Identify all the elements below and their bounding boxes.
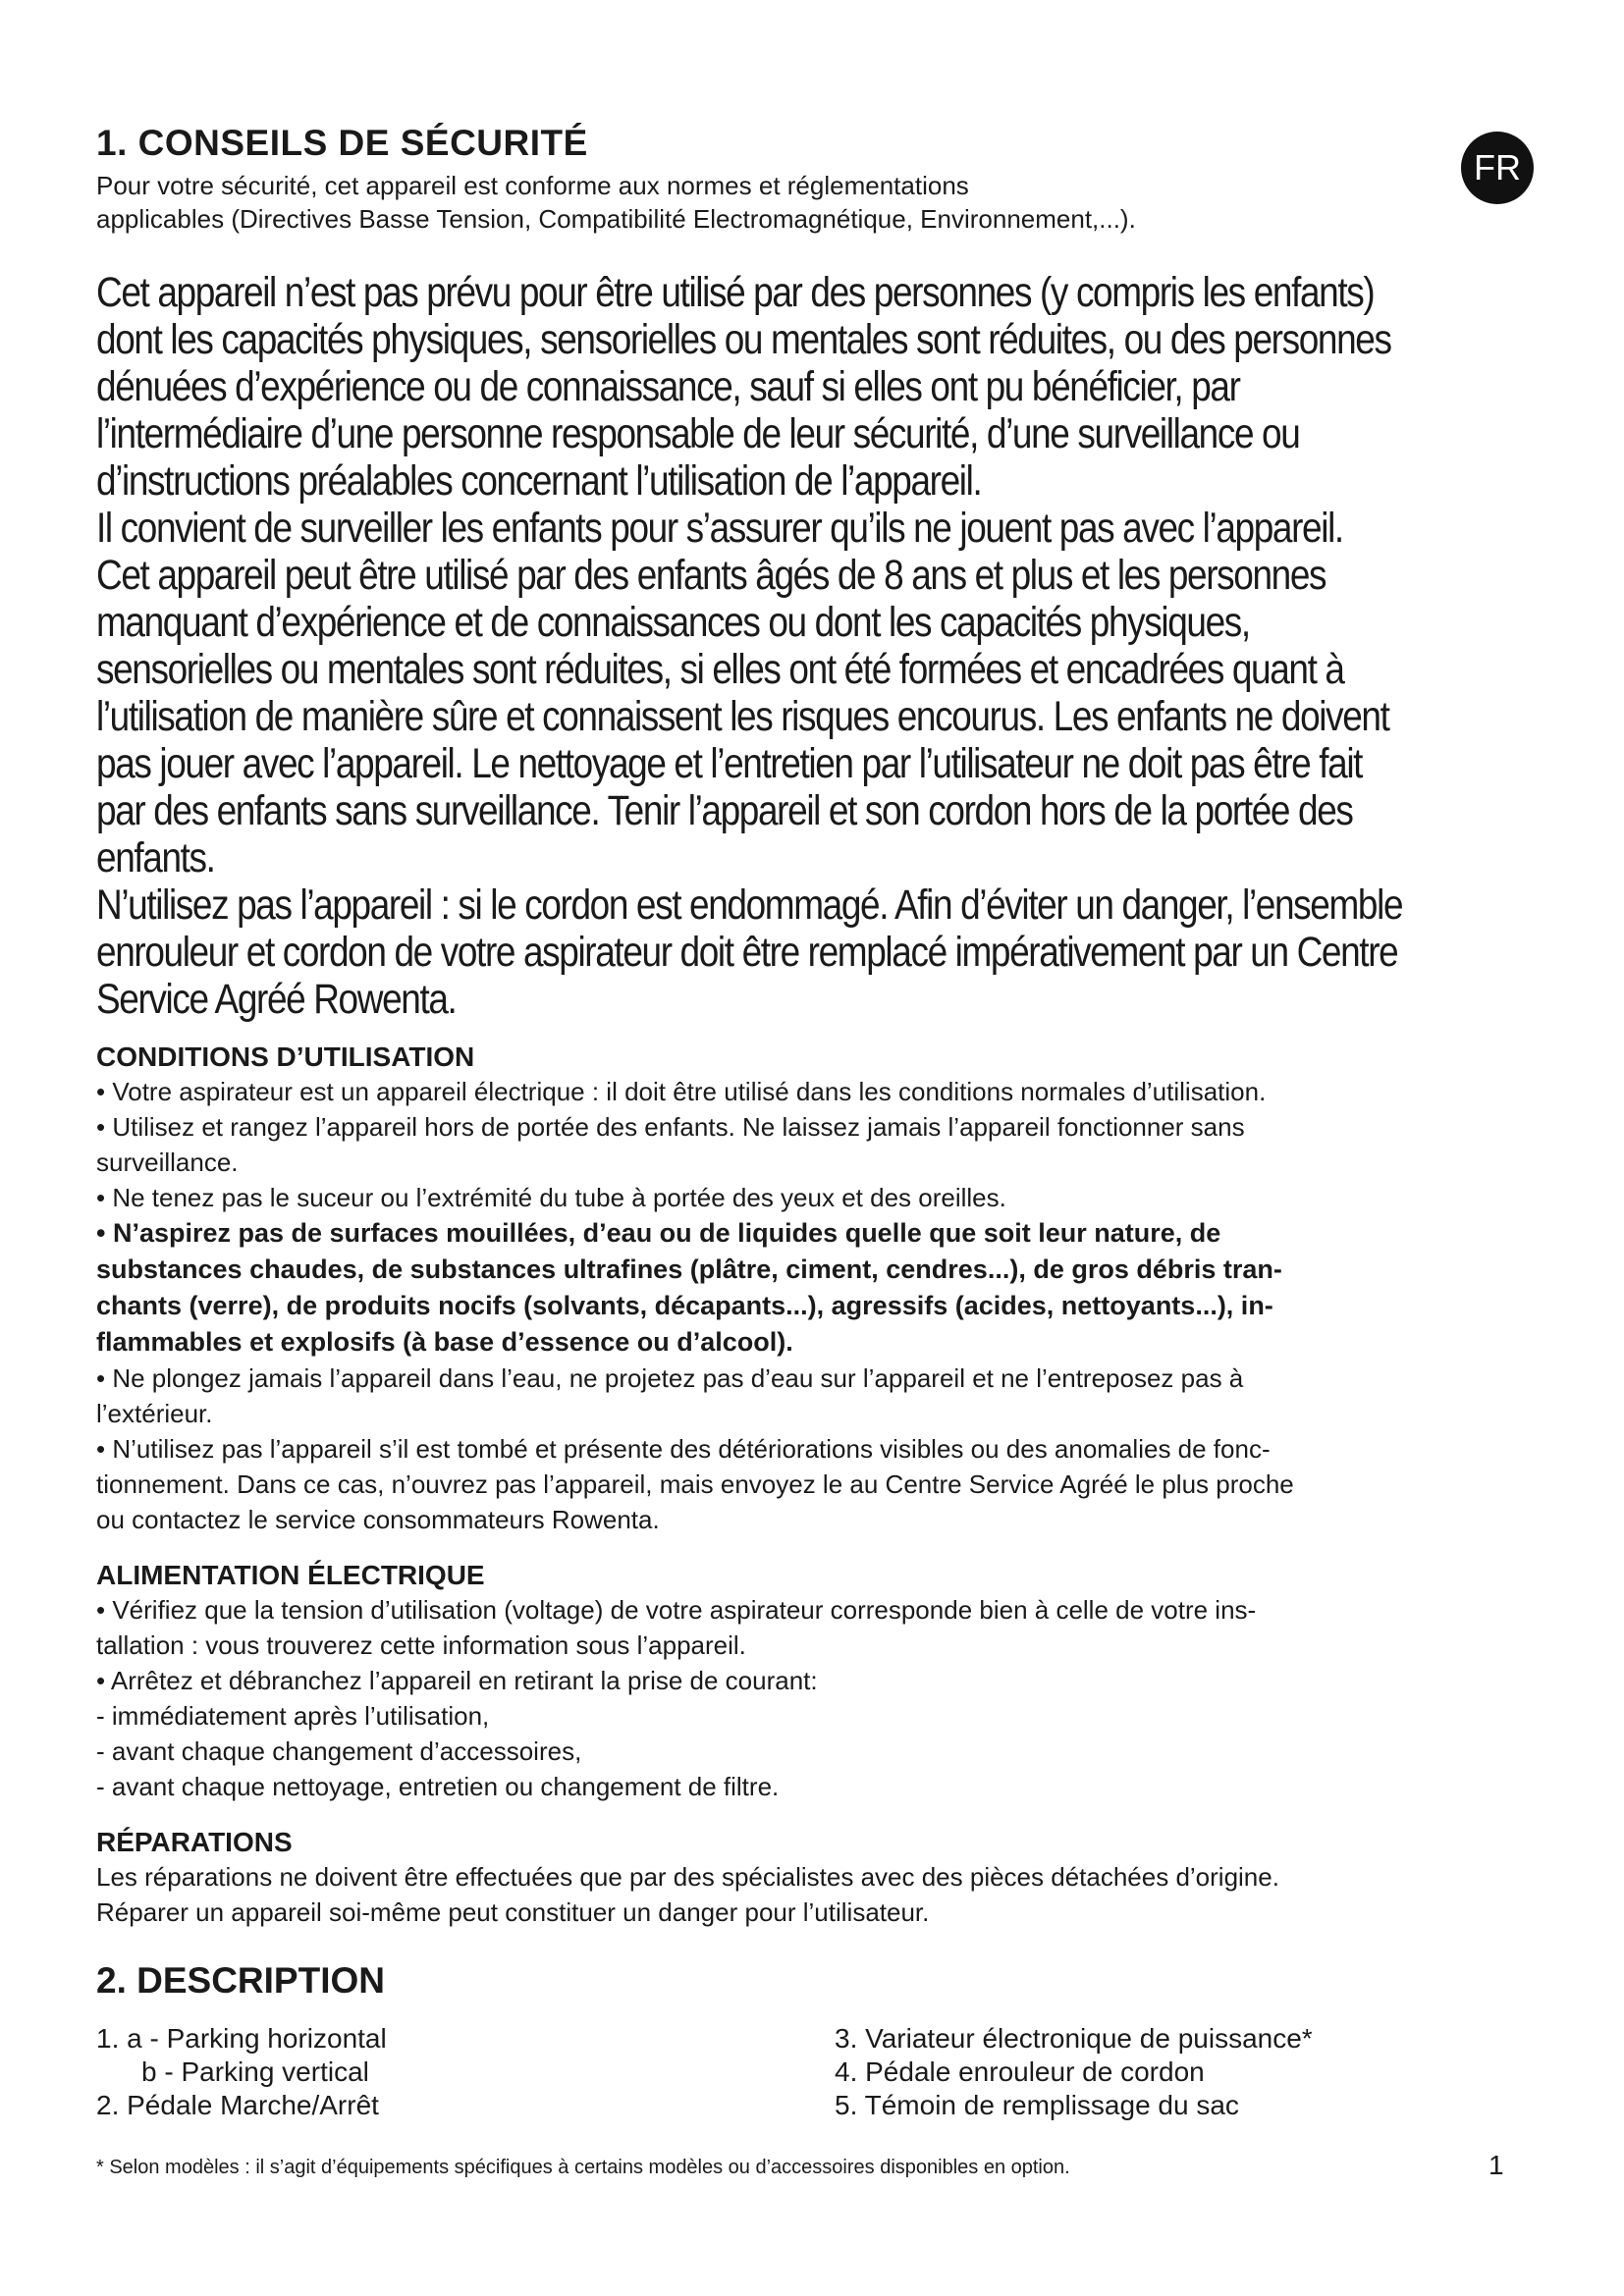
description-item: 5. Témoin de remplissage du sac	[835, 2090, 1239, 2120]
description-item: b - Parking vertical	[141, 2056, 369, 2087]
description-item: 4. Pédale enrouleur de cordon	[835, 2056, 1205, 2087]
conditions-bold-line: chants (verre), de produits nocifs (solvants, décapants...), agressifs (acides, nettoyants...), in-	[96, 1291, 1273, 1320]
conditions-line: • Utilisez et rangez l’appareil hors de portée des enfants. Ne laissez jamais l’appareil fonctionner sans	[96, 1112, 1245, 1142]
description-item: 2. Pédale Marche/Arrêt	[96, 2090, 379, 2120]
warning-line: N’utilisez pas l’appareil : si le cordon est endommagé. Afin d’éviter un danger, l’ensemble	[96, 881, 1403, 929]
conditions-line: • N’utilisez pas l’appareil s’il est tombé et présente des détériorations visibles ou des anomalies de fonc-	[96, 1434, 1271, 1464]
reparations-line: Réparer un appareil soi-même peut constituer un danger pour l’utilisateur.	[96, 1897, 930, 1927]
warning-line: Cet appareil n’est pas prévu pour être utilisé par des personnes (y compris les enfants)	[96, 269, 1375, 316]
description-column-left	[96, 2022, 387, 2122]
warning-line: dénuées d’expérience ou de connaissance, sauf si elles ont pu bénéficier, par	[96, 363, 1240, 410]
alimentation-line: • Arrêtez et débranchez l’appareil en retirant la prise de courant:	[96, 1666, 818, 1695]
section-title-description: 2. DESCRIPTION	[96, 1960, 385, 2001]
warning-line: d’instructions préalables concernant l’utilisation de l’appareil.	[96, 457, 982, 505]
conditions-line: tionnement. Dans ce cas, n’ouvrez pas l’appareil, mais envoyez le au Centre Service Agréé le plus proche	[96, 1469, 1294, 1499]
conditions-line: ou contactez le service consommateurs Rowenta.	[96, 1505, 660, 1534]
warning-line: Il convient de surveiller les enfants pour s’assurer qu’ils ne jouent pas avec l’appareil.	[96, 505, 1343, 552]
language-badge: FR	[1461, 132, 1534, 204]
warning-line: l’intermédiaire d’une personne responsable de leur sécurité, d’une surveillance ou	[96, 410, 1300, 457]
alimentation-line: tallation : vous trouverez cette information sous l’appareil.	[96, 1630, 746, 1660]
warning-line: pas jouer avec l’appareil. Le nettoyage et l’entretien par l’utilisateur ne doit pas être fait	[96, 740, 1363, 787]
conditions-bold-line: flammables et explosifs (à base d’essence ou d’alcool).	[96, 1327, 793, 1357]
conditions-line: • Ne tenez pas le suceur ou l’extrémité du tube à portée des yeux et des oreilles.	[96, 1183, 1006, 1212]
conditions-section	[96, 1041, 1579, 1537]
section-title-safety: 1. CONSEILS DE SÉCURITÉ	[96, 123, 588, 163]
warning-line: Service Agréé Rowenta.	[96, 976, 457, 1023]
footnote: * Selon modèles : il s’agit d’équipements spécifiques à certains modèles ou d’accessoires disponibles en option.	[96, 2157, 1070, 2178]
conditions-line: • Ne plongez jamais l’appareil dans l’eau, ne projetez pas d’eau sur l’appareil et ne l’entreposez pas à	[96, 1363, 1244, 1393]
warning-line: sensorielles ou mentales sont réduites, si elles ont été formées et encadrées quant à	[96, 646, 1344, 693]
warning-line: l’utilisation de manière sûre et connaissent les risques encourus. Les enfants ne doivent	[96, 693, 1389, 740]
conditions-line: surveillance.	[96, 1148, 239, 1177]
description-column-right	[835, 2022, 1313, 2122]
reparations-heading: RÉPARATIONS	[96, 1827, 293, 1857]
page-content	[96, 122, 1579, 2130]
warning-line: Cet appareil peut être utilisé par des enfants âgés de 8 ans et plus et les personnes	[96, 552, 1326, 599]
conditions-bold-line: substances chaudes, de substances ultrafines (plâtre, ciment, cendres...), de gros débris tran-	[96, 1255, 1282, 1284]
alimentation-heading: ALIMENTATION ÉLECTRIQUE	[96, 1560, 485, 1590]
safety-intro	[96, 169, 1579, 236]
page-number: 1	[1489, 2150, 1504, 2180]
alimentation-line: - immédiatement après l’utilisation,	[96, 1701, 490, 1731]
reparations-section	[96, 1826, 1579, 1930]
warning-line: dont les capacités physiques, sensorielles ou mentales sont réduites, ou des personnes	[96, 316, 1391, 363]
conditions-bold-line: • N’aspirez pas de surfaces mouillées, d’eau ou de liquides quelle que soit leur nature, de	[96, 1218, 1221, 1248]
warning-line: par des enfants sans surveillance. Tenir l’appareil et son cordon hors de la portée des	[96, 787, 1353, 834]
alimentation-section	[96, 1559, 1579, 1804]
description-list	[96, 2022, 1579, 2130]
warning-line: enrouleur et cordon de votre aspirateur doit être remplacé impérativement par un Centre	[96, 929, 1398, 976]
alimentation-line: • Vérifiez que la tension d’utilisation (voltage) de votre aspirateur corresponde bien à celle de votre ins-	[96, 1595, 1257, 1625]
conditions-line: l’extérieur.	[96, 1399, 213, 1428]
description-item: 1. a - Parking horizontal	[96, 2023, 387, 2054]
intro-line: applicables (Directives Basse Tension, Compatibilité Electromagnétique, Environnement,...).	[96, 204, 1136, 234]
conditions-line: • Votre aspirateur est un appareil électrique : il doit être utilisé dans les conditions normales d’utilisation.	[96, 1077, 1267, 1106]
intro-line: Pour votre sécurité, cet appareil est conforme aux normes et réglementations	[96, 171, 969, 200]
warning-line: enfants.	[96, 834, 215, 881]
conditions-heading: CONDITIONS D’UTILISATION	[96, 1041, 475, 1072]
alimentation-line: - avant chaque nettoyage, entretien ou changement de filtre.	[96, 1772, 780, 1801]
alimentation-line: - avant chaque changement d’accessoires,	[96, 1736, 582, 1766]
description-item: 3. Variateur électronique de puissance*	[835, 2023, 1313, 2054]
reparations-line: Les réparations ne doivent être effectuées que par des spécialistes avec des pièces détachées d’origine.	[96, 1862, 1279, 1892]
warning-line: manquant d’expérience et de connaissances ou dont les capacités physiques,	[96, 599, 1250, 646]
safety-warning	[96, 269, 1579, 1023]
